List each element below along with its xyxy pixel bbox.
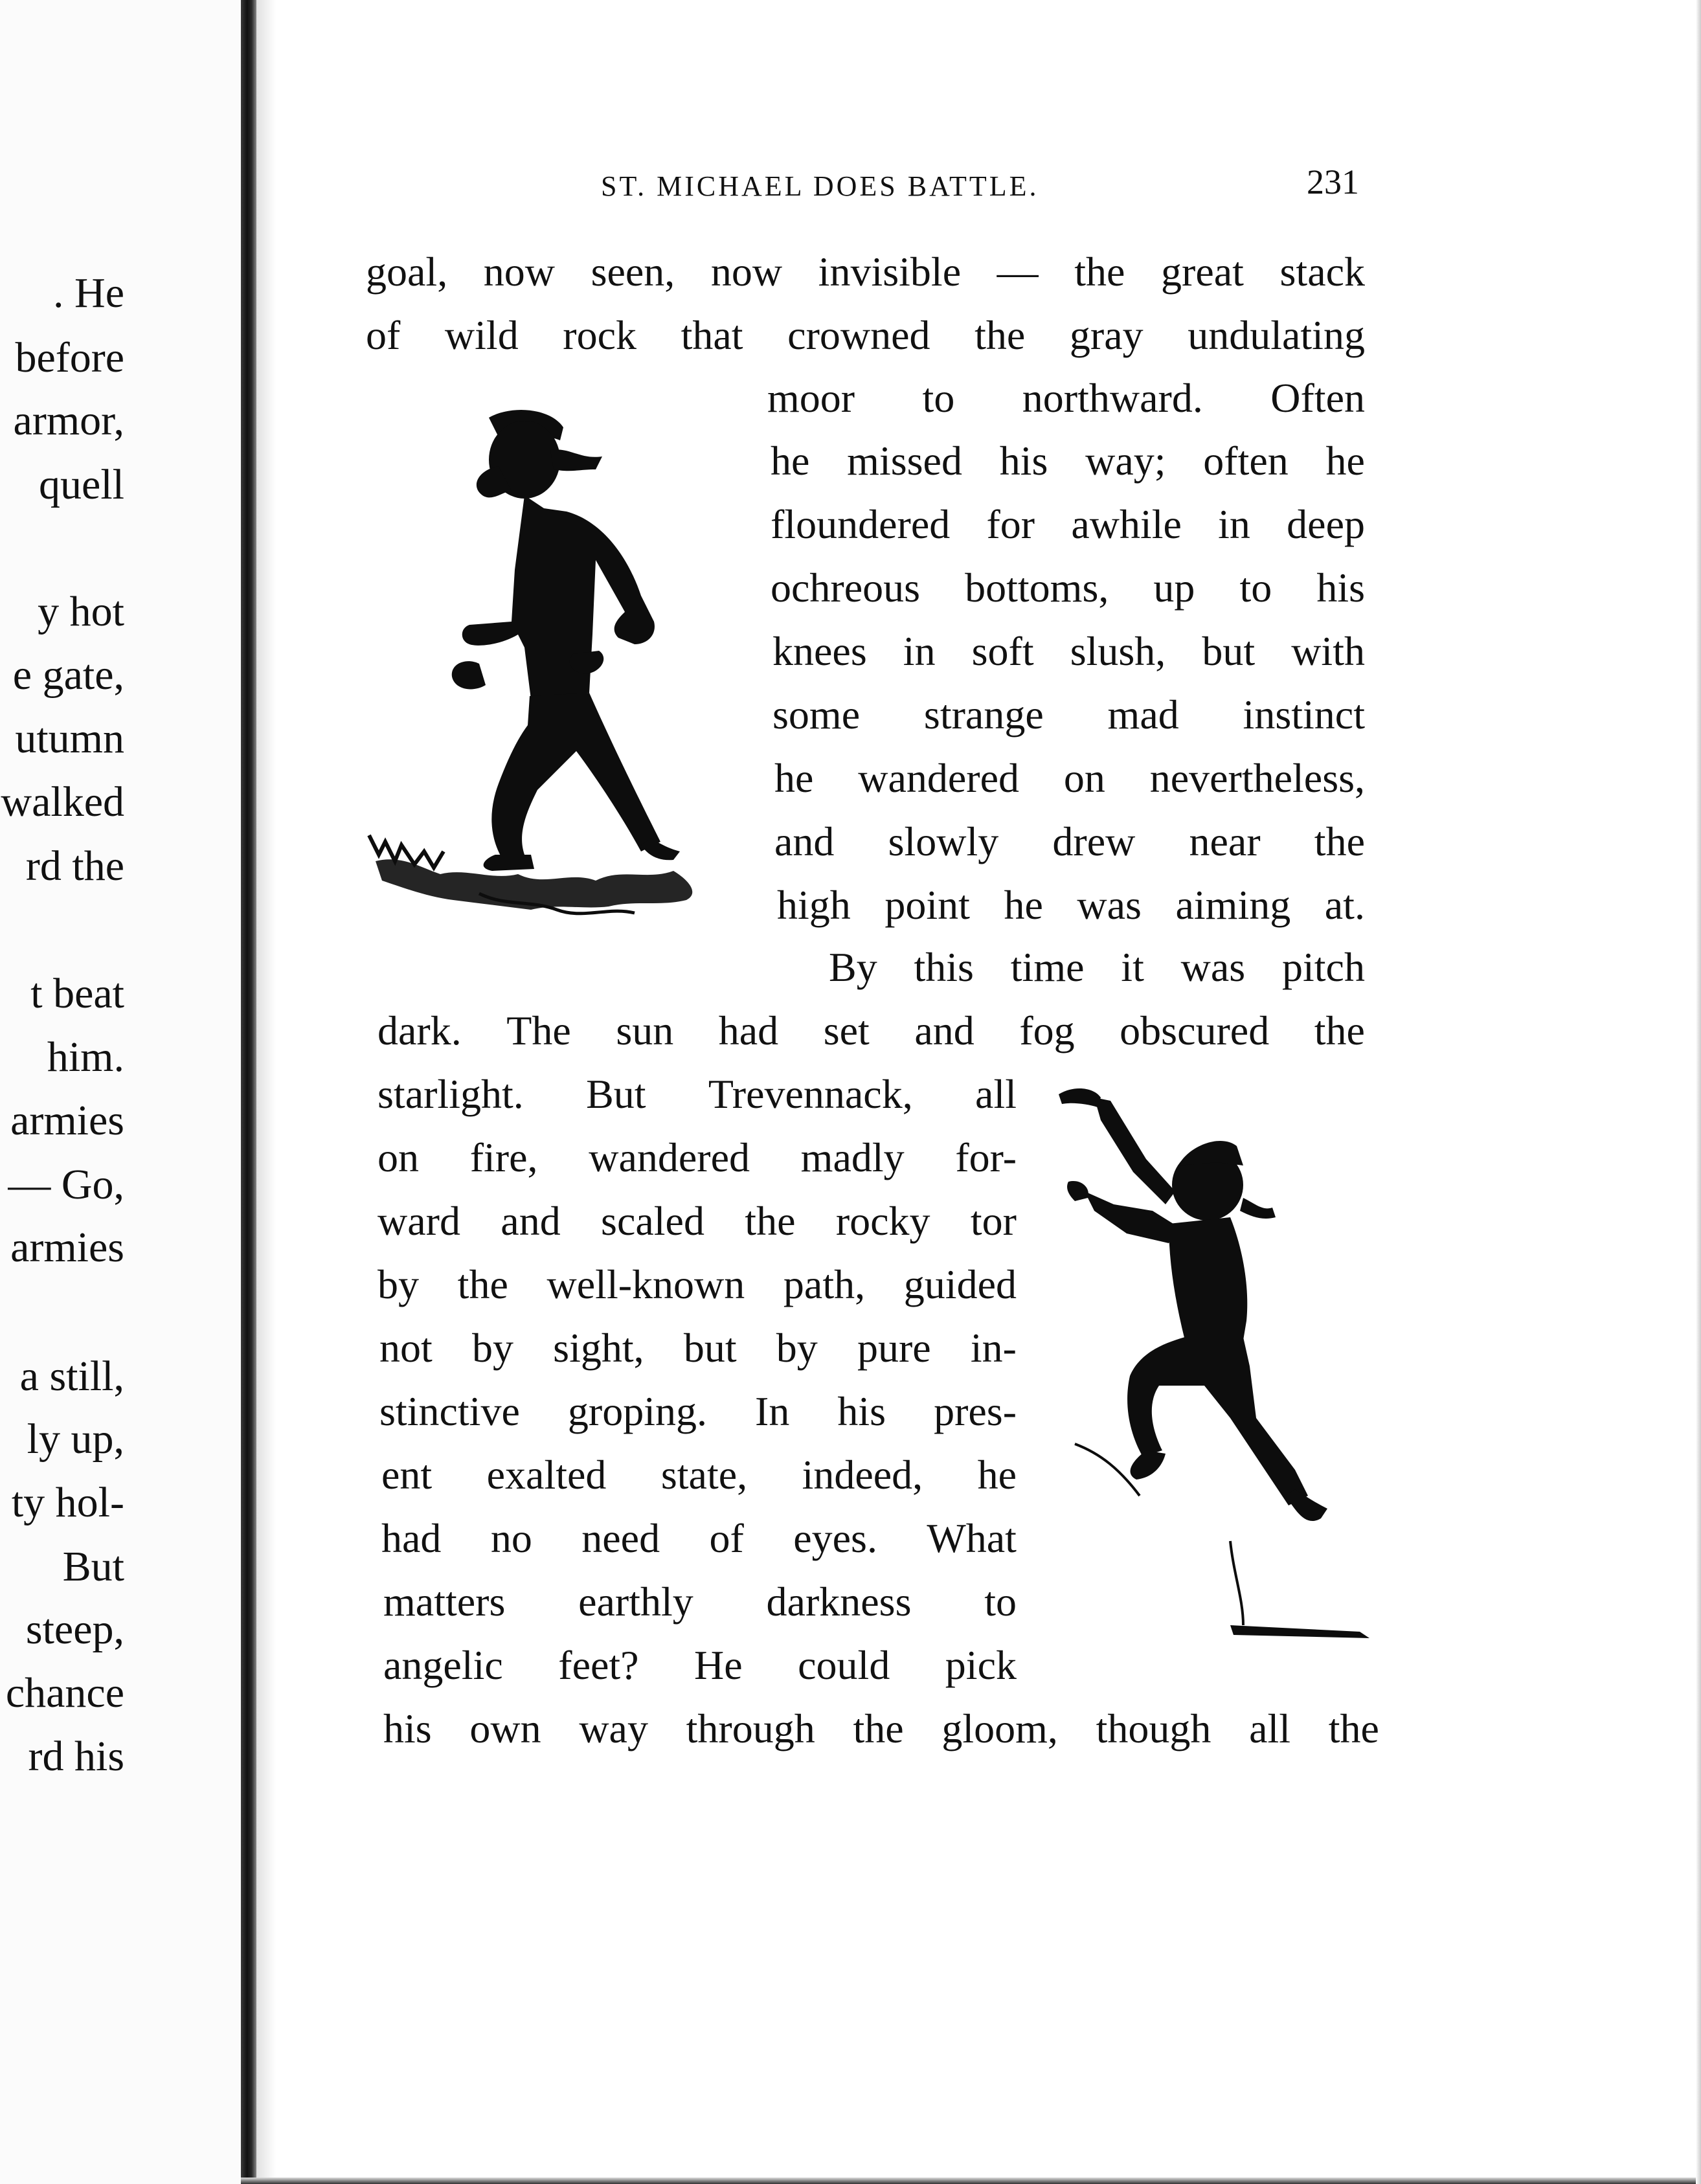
left-page-fragment: ty hol-: [11, 1479, 124, 1526]
left-page-fragment: walked: [1, 778, 124, 826]
left-page-fragment: utumn: [15, 715, 124, 762]
body-line: he missed his way; often he: [771, 438, 1365, 484]
left-page-fragment: before: [15, 334, 124, 381]
body-line: stinctive groping. In his pres-: [379, 1388, 1017, 1434]
body-line: on fire, wandered madly for-: [377, 1134, 1017, 1180]
body-line: by the well-known path, guided: [377, 1261, 1017, 1307]
silhouette-man-climbing-figure: [1049, 1081, 1386, 1690]
body-line: starlight. But Trevennack, all: [377, 1071, 1017, 1117]
body-line: not by sight, but by pure in-: [379, 1325, 1017, 1371]
body-line: of wild rock that crowned the gray undulating: [366, 312, 1365, 358]
left-page-fragment: armor,: [13, 397, 124, 444]
body-line: he wandered on nevertheless,: [774, 755, 1365, 801]
left-page-fragment: ly up,: [27, 1415, 124, 1463]
body-line: high point he was aiming at.: [777, 882, 1365, 928]
body-line: floundered for awhile in deep: [771, 501, 1365, 547]
left-page-fragment: y hot: [38, 588, 124, 635]
page-right-edge: [1696, 0, 1701, 2184]
left-page-fragment: . He: [53, 269, 124, 317]
left-page-fragment: rd the: [25, 842, 124, 890]
page-bottom-edge: [241, 2178, 1701, 2184]
silhouette-man-walking-figure: [363, 388, 751, 984]
body-line: ochreous bottoms, up to his: [771, 565, 1365, 611]
left-page-fragment: e gate,: [12, 651, 124, 699]
body-line: goal, now seen, now invisible — the great stack: [366, 249, 1365, 295]
body-line: ent exalted state, indeed, he: [381, 1452, 1017, 1498]
left-page-fragment: a still,: [19, 1353, 124, 1400]
body-line: and slowly drew near the: [774, 818, 1365, 864]
body-line: his own way through the gloom, though all the: [383, 1706, 1379, 1751]
left-page-fragment: him.: [47, 1033, 124, 1081]
gutter-shadow: [256, 0, 276, 2184]
body-line: By this time it was pitch: [829, 944, 1365, 990]
facing-page-left: [0, 0, 241, 2184]
body-line: ward and scaled the rocky tor: [377, 1198, 1017, 1244]
running-title: ST. MICHAEL DOES BATTLE.: [601, 170, 1039, 202]
body-line: knees in soft slush, but with: [772, 628, 1365, 674]
left-page-fragment: But: [62, 1543, 124, 1590]
left-page-fragment: — Go,: [8, 1161, 124, 1208]
left-page-fragment: steep,: [25, 1606, 124, 1653]
body-line: dark. The sun had set and fog obscured the: [377, 1008, 1365, 1053]
left-page-fragment: chance: [5, 1669, 124, 1717]
left-page-fragment: armies: [10, 1224, 124, 1271]
book-gutter: [241, 0, 256, 2184]
body-line: some strange mad instinct: [772, 692, 1365, 737]
body-line: moor to northward. Often: [767, 375, 1365, 421]
left-page-fragment: armies: [10, 1097, 124, 1144]
left-page-fragment: quell: [39, 461, 124, 508]
body-line: had no need of eyes. What: [381, 1515, 1017, 1561]
left-page-fragment: t beat: [30, 970, 124, 1017]
page-number: 231: [1307, 163, 1359, 201]
left-page-fragment: rd his: [28, 1733, 124, 1780]
body-line: angelic feet? He could pick: [383, 1642, 1017, 1688]
body-line: matters earthly darkness to: [383, 1579, 1017, 1625]
